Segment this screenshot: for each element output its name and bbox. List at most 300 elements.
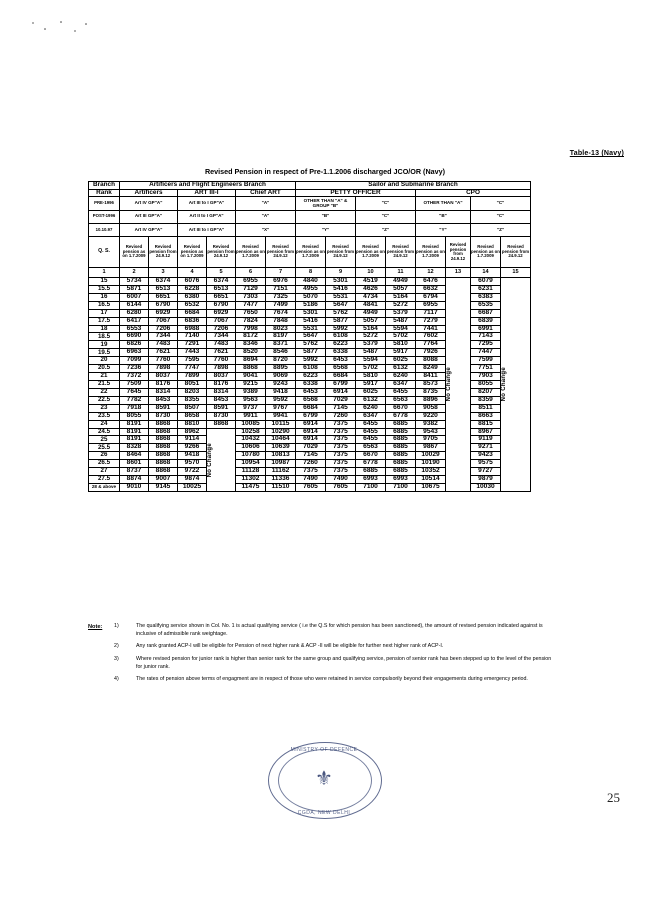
- qs-col-header: Revised pension from 24.9.12: [446, 237, 471, 268]
- cell: 6223: [326, 341, 356, 349]
- cell: 5647: [296, 333, 326, 341]
- cell: 5531: [326, 293, 356, 301]
- cell: 5917: [386, 349, 416, 357]
- cell: 6007: [120, 293, 149, 301]
- oct1997-c7: "Z": [471, 223, 531, 236]
- cell: 7605: [326, 483, 356, 491]
- cell: 8810: [178, 420, 207, 428]
- cell: 7375: [326, 420, 356, 428]
- official-seal: [268, 742, 383, 820]
- cell: 7236: [120, 365, 149, 373]
- qs-value: 20: [89, 357, 120, 365]
- cell: 5734: [120, 278, 149, 286]
- cell: 7067: [207, 317, 236, 325]
- cell: 6231: [471, 285, 501, 293]
- cell: 8967: [471, 428, 501, 436]
- qs-col-header: Revised pension as on 1.7.2009: [178, 237, 207, 268]
- cell: 6684: [296, 404, 326, 412]
- cell: 7645: [120, 388, 149, 396]
- note-number: 4): [114, 676, 119, 683]
- cell: 6790: [149, 301, 178, 309]
- cell: 8735: [416, 388, 446, 396]
- cell: 6338: [326, 349, 356, 357]
- cell: 7483: [149, 341, 178, 349]
- cell: 8868: [149, 436, 178, 444]
- cell: 8658: [178, 412, 207, 420]
- cell: 8207: [471, 388, 501, 396]
- cell: 8511: [471, 404, 501, 412]
- cell: 7764: [416, 341, 446, 349]
- cell: 6914: [296, 428, 326, 436]
- cell: 8962: [178, 428, 207, 436]
- cell: 8037: [207, 373, 236, 381]
- row-label-branch: Branch: [89, 182, 120, 190]
- qs-value: 16.5: [89, 301, 120, 309]
- cell: 11336: [266, 476, 296, 484]
- cell: 9722: [178, 468, 207, 476]
- cell: 6132: [356, 396, 386, 404]
- cell: 9243: [266, 380, 296, 388]
- cell: 8868: [207, 420, 236, 428]
- cell: 6955: [416, 301, 446, 309]
- no-change-label: No Change: [446, 367, 452, 402]
- cell: 7595: [178, 357, 207, 365]
- qs-value: 25: [89, 436, 120, 444]
- cell: 6144: [120, 301, 149, 309]
- qs-value: 17: [89, 309, 120, 317]
- cell: 4955: [296, 285, 326, 293]
- cell: 6836: [178, 317, 207, 325]
- cell: 8815: [471, 420, 501, 428]
- row-label-rank: Rank: [89, 189, 120, 197]
- cell: 6778: [386, 412, 416, 420]
- cell: 5647: [326, 301, 356, 309]
- cell: 6455: [356, 436, 386, 444]
- cell: 5877: [296, 349, 326, 357]
- pre1996-c6: OTHER THAN "A": [416, 197, 471, 210]
- note-text: The qualifying service shown in Col. No. 1 is actual qualifying service ( i.e the Q.S for which pension has been sanctioned), the amount of revised pension indicated against is inclusive of admissible rank weightage.: [136, 623, 543, 637]
- cell: 7443: [178, 349, 207, 357]
- cell: 8055: [120, 412, 149, 420]
- cell: 10029: [416, 452, 446, 460]
- cell: 7260: [296, 460, 326, 468]
- qs-col-header: Revised pension from 24.9.12: [326, 237, 356, 268]
- qs-value: 23.5: [89, 412, 120, 420]
- cell: 7375: [326, 436, 356, 444]
- cell: 7483: [207, 341, 236, 349]
- cell: 7151: [266, 285, 296, 293]
- qs-col-header: Revised pension as on 1.7.2009: [296, 237, 326, 268]
- cell: 9007: [149, 476, 178, 484]
- cell: 9266: [178, 444, 207, 452]
- oct1997-c4: "Y": [296, 223, 356, 236]
- oct1997-c6: "Y": [416, 223, 471, 236]
- post1996-c6: "B": [416, 210, 471, 223]
- cell: 6885: [386, 436, 416, 444]
- col-number: 7: [266, 268, 296, 278]
- oct1997-c5: "Z": [356, 223, 416, 236]
- cell: 6223: [296, 373, 326, 381]
- qs-value: 25.5: [89, 444, 120, 452]
- cell: 8868: [149, 420, 178, 428]
- cell: 8314: [207, 388, 236, 396]
- cell: 7100: [356, 483, 386, 491]
- qs-col-header: Revised pension from 24.9.12: [386, 237, 416, 268]
- cell: 6914: [296, 436, 326, 444]
- cell: 8453: [207, 396, 236, 404]
- cell: 5702: [386, 333, 416, 341]
- cell: 8249: [416, 365, 446, 373]
- cell: 7344: [207, 333, 236, 341]
- cell: 9215: [236, 380, 266, 388]
- row-label-pre1996: PRE-1996: [89, 197, 120, 210]
- cell: 7375: [326, 460, 356, 468]
- cell: 6885: [386, 452, 416, 460]
- cell: 8176: [149, 380, 178, 388]
- cell: 6025: [386, 357, 416, 365]
- pension-table: [88, 181, 531, 492]
- cell: 8023: [266, 325, 296, 333]
- cell: 6885: [356, 468, 386, 476]
- cell: 6914: [326, 388, 356, 396]
- cell: 9220: [416, 412, 446, 420]
- group-header-artificers: Artificers and Flight Engineers Branch: [120, 182, 296, 190]
- qs-value: 21.5: [89, 380, 120, 388]
- cell: 10813: [266, 452, 296, 460]
- cell: 8591: [207, 404, 236, 412]
- cell: 5594: [356, 357, 386, 365]
- cell: 6963: [120, 349, 149, 357]
- cell: 7898: [207, 365, 236, 373]
- cell: 8203: [178, 388, 207, 396]
- cell: 5416: [326, 285, 356, 293]
- col-number: 15: [501, 268, 531, 278]
- cell: 7100: [386, 483, 416, 491]
- qs-value: 27: [89, 468, 120, 476]
- cell: 7029: [326, 396, 356, 404]
- cell: 9418: [266, 388, 296, 396]
- cell: 9389: [236, 388, 266, 396]
- cell: 6025: [356, 388, 386, 396]
- cell: 6513: [149, 285, 178, 293]
- cell: 8176: [207, 380, 236, 388]
- col-number: 13: [446, 268, 471, 278]
- cell: 7926: [416, 349, 446, 357]
- qs-value: 17.5: [89, 317, 120, 325]
- cell: 8507: [178, 404, 207, 412]
- col-number: 4: [178, 268, 207, 278]
- qs-value: 22.5: [89, 396, 120, 404]
- cell: 7751: [471, 365, 501, 373]
- cell: 10290: [266, 428, 296, 436]
- cell: 7998: [236, 325, 266, 333]
- qs-value: 28 & above: [89, 483, 120, 491]
- note-text: Where revised pension for junior rank is higher than senior rank for the same group and qualifying service, pension of senior rank has been stepped up to the level of the pension for junior rank.: [136, 656, 552, 670]
- cell: 9705: [416, 436, 446, 444]
- cell: 7145: [326, 404, 356, 412]
- cell: 5487: [386, 317, 416, 325]
- col-number: 6: [236, 268, 266, 278]
- rank-chief-art: Chief ART: [236, 189, 296, 197]
- cell: 8694: [236, 357, 266, 365]
- cell: 9010: [120, 483, 149, 491]
- cell: 7375: [326, 468, 356, 476]
- cell: 9382: [416, 420, 446, 428]
- cell: 6380: [178, 293, 207, 301]
- qs-col-header: Revised pension as on 1.7.2009: [120, 237, 149, 268]
- cell: 5070: [296, 293, 326, 301]
- cell: 8737: [120, 468, 149, 476]
- qs-value: 26: [89, 452, 120, 460]
- cell: 7760: [207, 357, 236, 365]
- col-number: 10: [356, 268, 386, 278]
- cell: 6778: [356, 460, 386, 468]
- cell: 9271: [471, 444, 501, 452]
- post1996-c7: "C": [471, 210, 531, 223]
- cell: 6455: [356, 428, 386, 436]
- cell: 11162: [266, 468, 296, 476]
- cell: 10514: [416, 476, 446, 484]
- cell: 5992: [296, 357, 326, 365]
- cell: 8663: [471, 412, 501, 420]
- cell: 6670: [386, 404, 416, 412]
- cell: 6632: [416, 285, 446, 293]
- cell: 10432: [236, 436, 266, 444]
- cell: 5702: [356, 365, 386, 373]
- cell: 7621: [207, 349, 236, 357]
- qs-col-header: Revised pension from 24.9.12: [207, 237, 236, 268]
- table-row-column-numbers: [89, 268, 531, 278]
- cell: 7029: [296, 444, 326, 452]
- qs-value: 23: [89, 404, 120, 412]
- cell: 6563: [386, 396, 416, 404]
- cell: 4949: [386, 278, 416, 286]
- cell: 7206: [149, 325, 178, 333]
- cell: 4949: [356, 309, 386, 317]
- cell: 7375: [296, 468, 326, 476]
- cell: 5917: [356, 380, 386, 388]
- rank-cpo: CPO: [416, 189, 531, 197]
- cell: 5379: [386, 309, 416, 317]
- cell: 5810: [356, 373, 386, 381]
- post1996-c3: "A": [236, 210, 296, 223]
- note-number: 1): [114, 623, 119, 629]
- cell: 11128: [236, 468, 266, 476]
- qs-col-header: Revised pension as on 1.7.2009: [236, 237, 266, 268]
- cell: 8191: [120, 420, 149, 428]
- cell: 7918: [120, 404, 149, 412]
- cell: 5416: [296, 317, 326, 325]
- cell: 8346: [236, 341, 266, 349]
- qs-value: 19.5: [89, 349, 120, 357]
- cell: 7824: [236, 317, 266, 325]
- note-item: [88, 676, 558, 684]
- cell: 6079: [471, 278, 501, 286]
- rank-petty-officer: PETTY OFFICER: [296, 189, 416, 197]
- cell: 9879: [471, 476, 501, 484]
- cell: 9867: [416, 444, 446, 452]
- cell: 8191: [120, 428, 149, 436]
- cell: 6132: [386, 365, 416, 373]
- col-number: 14: [471, 268, 501, 278]
- pre1996-c2: Art III to I GP"A": [178, 197, 236, 210]
- cell: 6799: [296, 412, 326, 420]
- cell: 7295: [471, 341, 501, 349]
- cell: 8601: [120, 460, 149, 468]
- cell: 10115: [266, 420, 296, 428]
- cell: 6993: [386, 476, 416, 484]
- cell: 4841: [356, 301, 386, 309]
- no-change-col5: [207, 428, 236, 491]
- cell: 7490: [326, 476, 356, 484]
- cell: 8868: [236, 365, 266, 373]
- table-row: [89, 210, 531, 223]
- cell: 5164: [356, 325, 386, 333]
- pre1996-c4: OTHER THAN "A" & GROUP "B": [296, 197, 356, 210]
- cell: 9058: [416, 404, 446, 412]
- post1996-c2: Art II to I GP"A": [178, 210, 236, 223]
- cell: 7490: [296, 476, 326, 484]
- qs-value: 15: [89, 278, 120, 286]
- cell: 6476: [416, 278, 446, 286]
- cell: 5871: [120, 285, 149, 293]
- qs-value: 15.5: [89, 285, 120, 293]
- cell: 8546: [266, 349, 296, 357]
- cell: 10639: [266, 444, 296, 452]
- cell: 7291: [178, 341, 207, 349]
- qs-col-header: Revised pension as on 1.7.2009: [416, 237, 446, 268]
- cell: 7260: [326, 412, 356, 420]
- cell: 10190: [416, 460, 446, 468]
- cell: 6568: [296, 396, 326, 404]
- cell: 4519: [356, 278, 386, 286]
- cell: 7375: [326, 452, 356, 460]
- cell: 8730: [207, 412, 236, 420]
- cell: 9119: [471, 436, 501, 444]
- cell: 8520: [236, 349, 266, 357]
- cell: 4734: [356, 293, 386, 301]
- no-change-label: No Change: [501, 367, 507, 402]
- cell: 8874: [120, 476, 149, 484]
- note-number: 2): [114, 643, 119, 650]
- pre1996-c7: "C": [471, 197, 531, 210]
- cell: 6794: [416, 293, 446, 301]
- cell: 6228: [178, 285, 207, 293]
- cell: 10606: [236, 444, 266, 452]
- cell: 8314: [149, 388, 178, 396]
- cell: 7509: [120, 380, 149, 388]
- cell: 6885: [386, 420, 416, 428]
- qs-value: 21: [89, 373, 120, 381]
- col-number: 2: [120, 268, 149, 278]
- note-text: Any rank granted ACP-I will be eligible for Pension of next higher rank & ACP -II will be eligible for further next higher rank of ACP-I.: [136, 643, 444, 650]
- cell: 6374: [207, 278, 236, 286]
- cell: 8573: [416, 380, 446, 388]
- pre1996-c5: "C": [356, 197, 416, 210]
- qs-value: 20.5: [89, 365, 120, 373]
- cell: 5301: [296, 309, 326, 317]
- table-row: [89, 189, 531, 197]
- row-label-qs: Q. S.: [89, 237, 120, 268]
- emblem-icon: ⚜: [315, 768, 333, 790]
- cell: 7303: [236, 293, 266, 301]
- qs-value: 18.5: [89, 333, 120, 341]
- oct1997-c1: Art IV GP"A": [120, 223, 178, 236]
- cell: 7375: [326, 428, 356, 436]
- cell: 9592: [266, 396, 296, 404]
- cell: 7344: [149, 333, 178, 341]
- qs-value: 24: [89, 420, 120, 428]
- cell: 7145: [296, 452, 326, 460]
- cell: 9575: [471, 460, 501, 468]
- cell: 7117: [416, 309, 446, 317]
- cell: 7760: [149, 357, 178, 365]
- cell: 9069: [266, 373, 296, 381]
- cell: 6383: [471, 293, 501, 301]
- cell: 9727: [471, 468, 501, 476]
- cell: 6885: [386, 428, 416, 436]
- cell: 9941: [266, 412, 296, 420]
- cell: 4626: [356, 285, 386, 293]
- notes-section: [88, 623, 558, 689]
- cell: 6684: [178, 309, 207, 317]
- cell: 6955: [236, 278, 266, 286]
- note-number: 3): [114, 656, 119, 663]
- cell: 6690: [120, 333, 149, 341]
- cell: 8868: [149, 468, 178, 476]
- cell: 6417: [120, 317, 149, 325]
- cell: 6976: [266, 278, 296, 286]
- cell: 7674: [266, 309, 296, 317]
- cell: 8896: [416, 396, 446, 404]
- no-change-label: No Change: [207, 442, 213, 477]
- cell: 7279: [416, 317, 446, 325]
- cell: 9041: [236, 373, 266, 381]
- cell: 10954: [236, 460, 266, 468]
- no-change-col15: [501, 278, 531, 492]
- col-number: 1: [89, 268, 120, 278]
- cell: 5531: [296, 325, 326, 333]
- row-label-oct1997: 10.10.97: [89, 223, 120, 236]
- note-item: [88, 643, 558, 651]
- cell: 6455: [356, 420, 386, 428]
- cell: 7747: [178, 365, 207, 373]
- cell: 8328: [120, 444, 149, 452]
- cell: 6453: [326, 357, 356, 365]
- cell: 6651: [149, 293, 178, 301]
- cell: 6914: [296, 420, 326, 428]
- cell: 6929: [207, 309, 236, 317]
- cell: 10258: [236, 428, 266, 436]
- cell: 11302: [236, 476, 266, 484]
- cell: 10030: [471, 483, 501, 491]
- cell: 6568: [326, 365, 356, 373]
- col-number: 11: [386, 268, 416, 278]
- cell: 5186: [296, 301, 326, 309]
- cell: 8868: [149, 444, 178, 452]
- cell: 5301: [326, 278, 356, 286]
- cell: 6240: [386, 373, 416, 381]
- cell: 6993: [356, 476, 386, 484]
- cell: 8172: [236, 333, 266, 341]
- cell: 8051: [178, 380, 207, 388]
- cell: 5810: [386, 341, 416, 349]
- cell: 6670: [356, 452, 386, 460]
- group-header-sailor: Sailor and Submarine Branch: [296, 182, 531, 190]
- cell: 8088: [416, 357, 446, 365]
- cell: 6988: [178, 325, 207, 333]
- qs-value: 18: [89, 325, 120, 333]
